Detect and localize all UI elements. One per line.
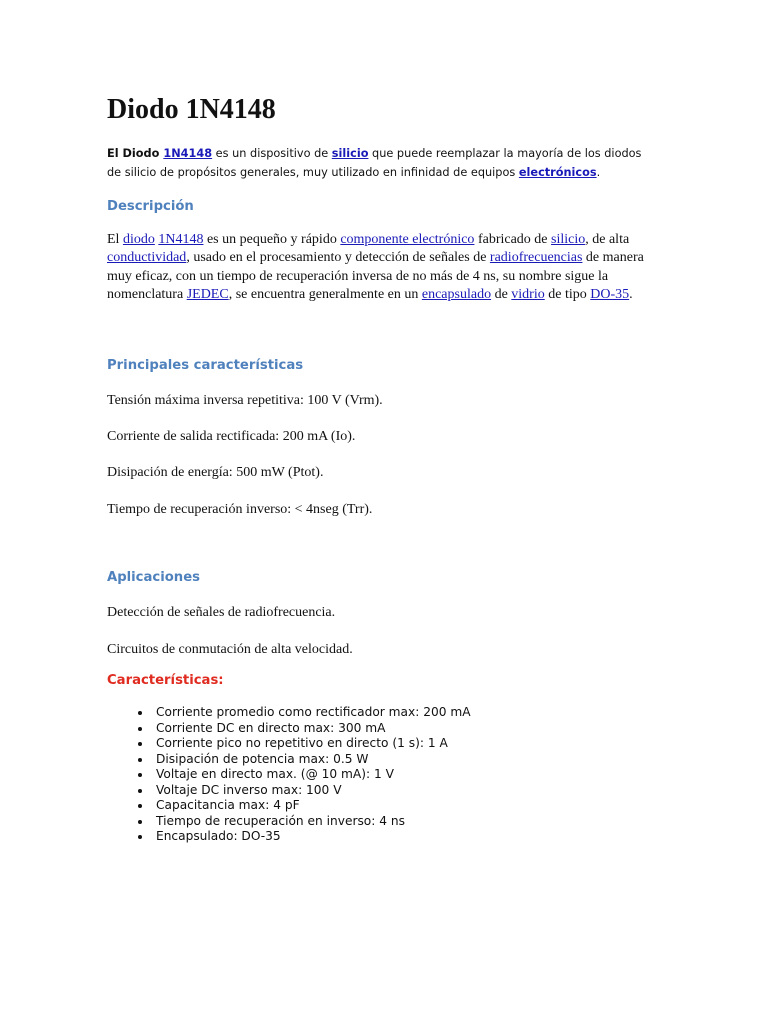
heading-principales-caracteristicas: Principales características [107,357,304,373]
intro-text: que puede reemplazar la mayoría de los diodos de silicio de propósitos generales, muy utilizado en infinidad de equipos [107,147,642,179]
link-radiofrecuencias[interactable]: radiofrecuencias [489,250,583,266]
descripcion-text: El [107,232,123,247]
list-item: • Disipación de potencia max: 0.5 W [152,752,647,768]
caracteristicas-list [107,705,647,845]
principales-item: Tiempo de recuperación inverso: < 4nseg (Trr). [107,501,373,517]
list-item: • Corriente DC en directo max: 300 mA [152,721,647,737]
link-1n4148[interactable]: 1N4148 [163,147,213,160]
link-do-35[interactable]: DO-35 [590,287,630,303]
link-conductividad[interactable]: conductividad [107,250,187,266]
intro-text: . [596,166,601,179]
list-item: • Tiempo de recuperación en inverso: 4 ns [152,814,647,830]
principales-item: Disipación de energía: 500 mW (Ptot). [107,465,324,481]
list-item: • Voltaje DC inverso max: 100 V [152,783,647,799]
heading-descripcion: Descripción [107,199,194,214]
principales-item: Corriente de salida rectificada: 200 mA (Io). [107,429,356,445]
link-componente-electronico[interactable]: componente electrónico [340,232,475,247]
heading-aplicaciones: Aplicaciones [107,570,200,586]
link-vidrio[interactable]: vidrio [511,287,545,303]
list-item: • Corriente pico no repetitivo en directo (1 s): 1 A [152,736,647,752]
link-diodo[interactable]: diodo [122,232,155,247]
descripcion-text: . [629,287,633,303]
intro-text: El Diodo [107,147,164,160]
descripcion-text: fabricado de [474,232,552,247]
link-silicio[interactable]: silicio [331,147,369,160]
list-item: • Corriente promedio como rectificador max: 200 mA [152,705,647,721]
list-item: • Voltaje en directo max. (@ 10 mA): 1 V [152,767,647,783]
list-item: • Encapsulado: DO-35 [152,829,647,845]
link-1n4148[interactable]: 1N4148 [158,232,204,247]
descripcion-text: , usado en el procesamiento y detección de señales de [186,250,490,266]
list-item: • Capacitancia max: 4 pF [152,798,647,814]
aplicaciones-item: Detección de señales de radiofrecuencia. [107,605,336,621]
descripcion-paragraph [107,231,647,305]
principales-item: Tensión máxima inversa repetitiva: 100 V (Vrm). [107,392,383,408]
descripcion-text: , se encuentra generalmente en un [228,287,422,303]
link-electronicos[interactable]: electrónicos [518,166,597,179]
link-encapsulado[interactable]: encapsulado [421,287,492,303]
descripcion-text: de manera muy eficaz, con un tiempo de recuperación inversa de no más de 4 ns, su nombre sigue la nomenclatura [107,250,644,303]
link-silicio[interactable]: silicio [551,232,586,247]
intro-paragraph [107,144,647,182]
aplicaciones-item: Circuitos de conmutación de alta velocidad. [107,641,353,657]
page-title: Diodo 1N4148 [107,94,276,125]
descripcion-text: , de alta [585,232,630,247]
link-jedec[interactable]: JEDEC [186,287,229,303]
heading-caracteristicas: Características: [107,673,224,689]
descripcion-text: de [491,287,512,303]
document-page [107,90,647,845]
descripcion-text: es un pequeño y rápido [203,232,341,247]
descripcion-text: de tipo [544,287,591,303]
intro-text: es un dispositivo de [212,147,332,160]
